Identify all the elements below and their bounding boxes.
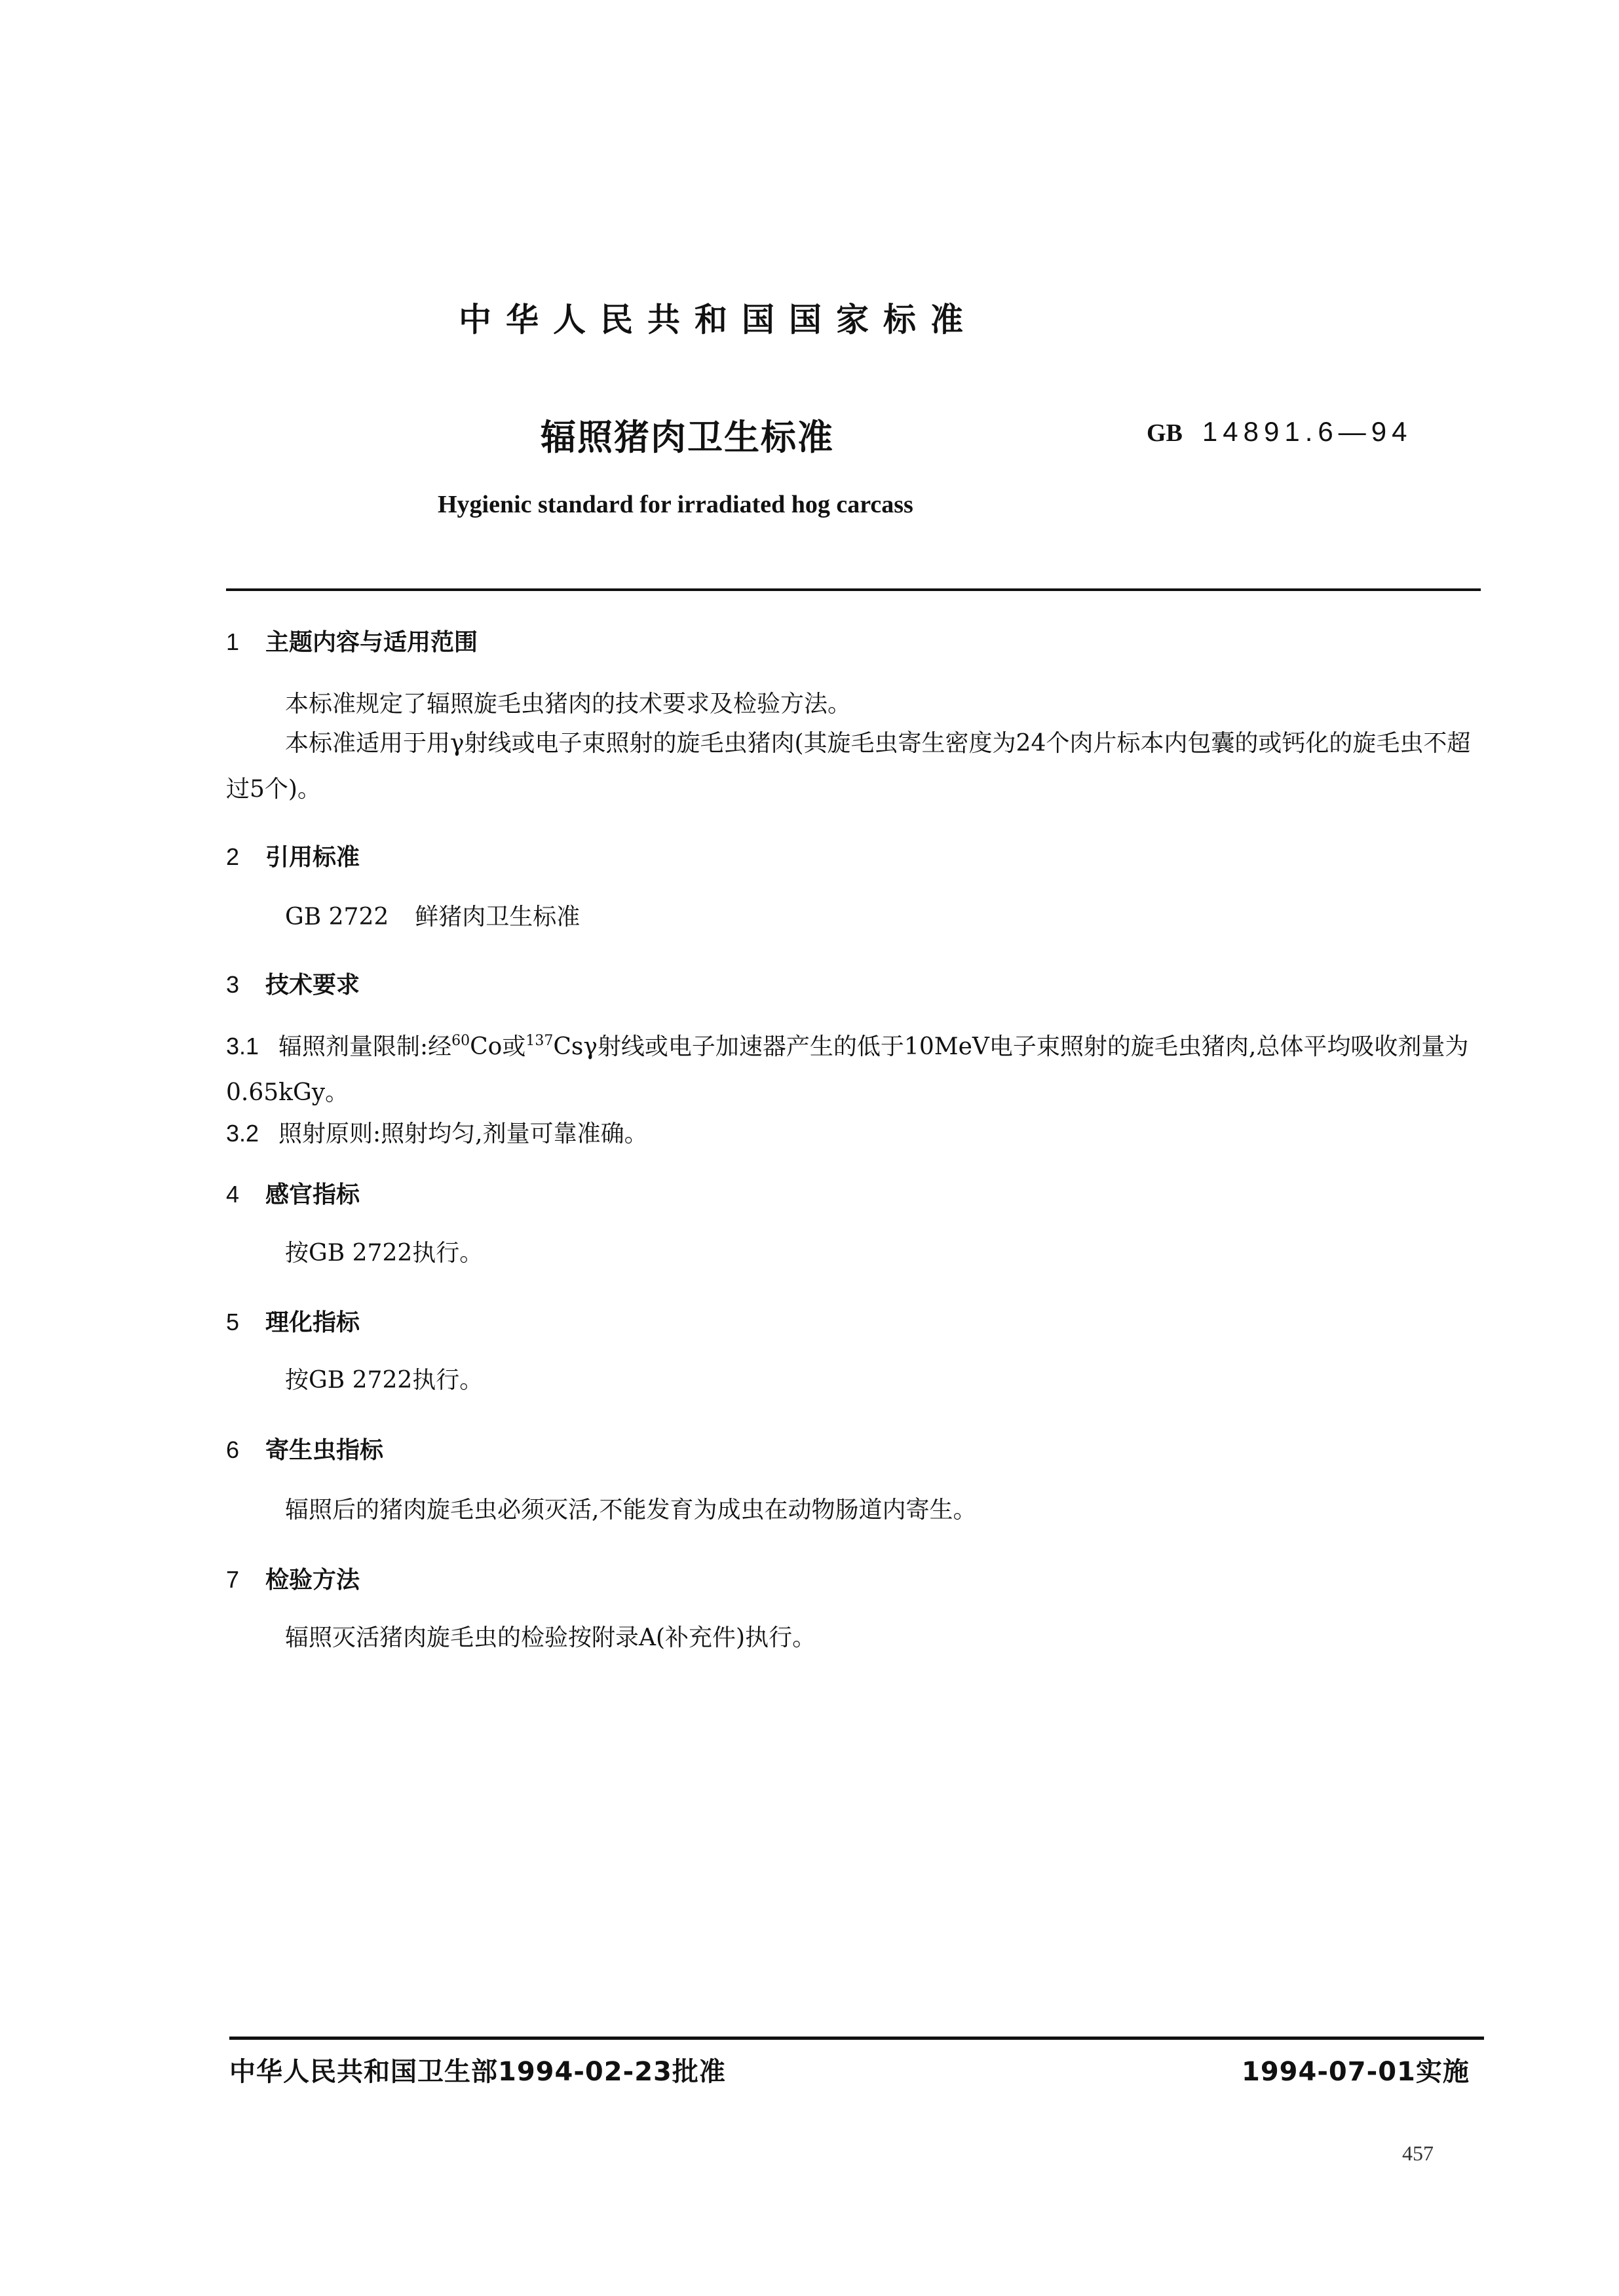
section-1-paragraph-2: 本标准适用于用γ射线或电子束照射的旋毛虫猪肉(其旋毛虫寄生密度为24个肉片标本内包囊的或钙化的旋毛虫不超过5个)。 [226, 730, 1471, 803]
section-3-heading: 3 技术要求 [226, 971, 360, 999]
section-2-heading: 2 引用标准 [226, 843, 360, 871]
section-1-heading [226, 624, 478, 657]
section-7-heading: 7 检验方法 [226, 1566, 360, 1594]
footer-divider [229, 2037, 1484, 2040]
standard-code-number: 14891.6—94 [1202, 416, 1413, 447]
reference-code: GB 2722 [285, 904, 389, 930]
standard-code [1147, 416, 1412, 448]
effective-date: 1994-07-01实施 [1242, 2057, 1470, 2087]
clause-3-1: 3.1 辐照剂量限制:经$^{60}$Co或$^{137}$Csγ射线或电子加速器产生的低于10MeV电子束照射的旋毛虫猪肉,总体平均吸收剂量为0.65kGy。 [226, 1024, 1481, 1116]
reference-standard [285, 894, 580, 940]
section-4-heading: 4 感官指标 [226, 1181, 360, 1208]
section-7-body: 辐照灭活猪肉旋毛虫的检验按附录A(补充件)执行。 [285, 1624, 816, 1651]
clause-number: 3.1 [226, 1033, 259, 1060]
reference-name: 鲜猪肉卫生标准 [415, 904, 581, 930]
document-title-cn: 辐照猪肉卫生标准 [541, 417, 834, 458]
clause-number: 3.2 [226, 1120, 259, 1147]
page-number: 457 [1402, 2141, 1434, 2165]
header-divider [226, 588, 1481, 591]
section-number: 1 [226, 628, 240, 655]
section-title: 主题内容与适用范围 [265, 629, 478, 656]
section-6-heading: 6 寄生虫指标 [226, 1436, 384, 1464]
clause-3-2: 3.2 照射原则:照射均匀,剂量可靠准确。 [226, 1111, 648, 1157]
standard-code-prefix: GB [1147, 419, 1183, 447]
document-title-en: Hygienic standard for irradiated hog carcass [438, 491, 913, 518]
section-5-heading: 5 理化指标 [226, 1309, 360, 1336]
section-4-body: 按GB 2722执行。 [285, 1240, 484, 1267]
national-standard-heading: 中华人民共和国国家标准 [459, 301, 978, 339]
section-5-body: 按GB 2722执行。 [285, 1367, 484, 1394]
approval-date: 中华人民共和国卫生部1994-02-23批准 [229, 2057, 726, 2087]
section-6-body: 辐照后的猪肉旋毛虫必须灭活,不能发育为成虫在动物肠道内寄生。 [285, 1497, 977, 1523]
section-1-paragraph-1: 本标准规定了辐照旋毛虫猪肉的技术要求及检验方法。 [285, 691, 852, 718]
